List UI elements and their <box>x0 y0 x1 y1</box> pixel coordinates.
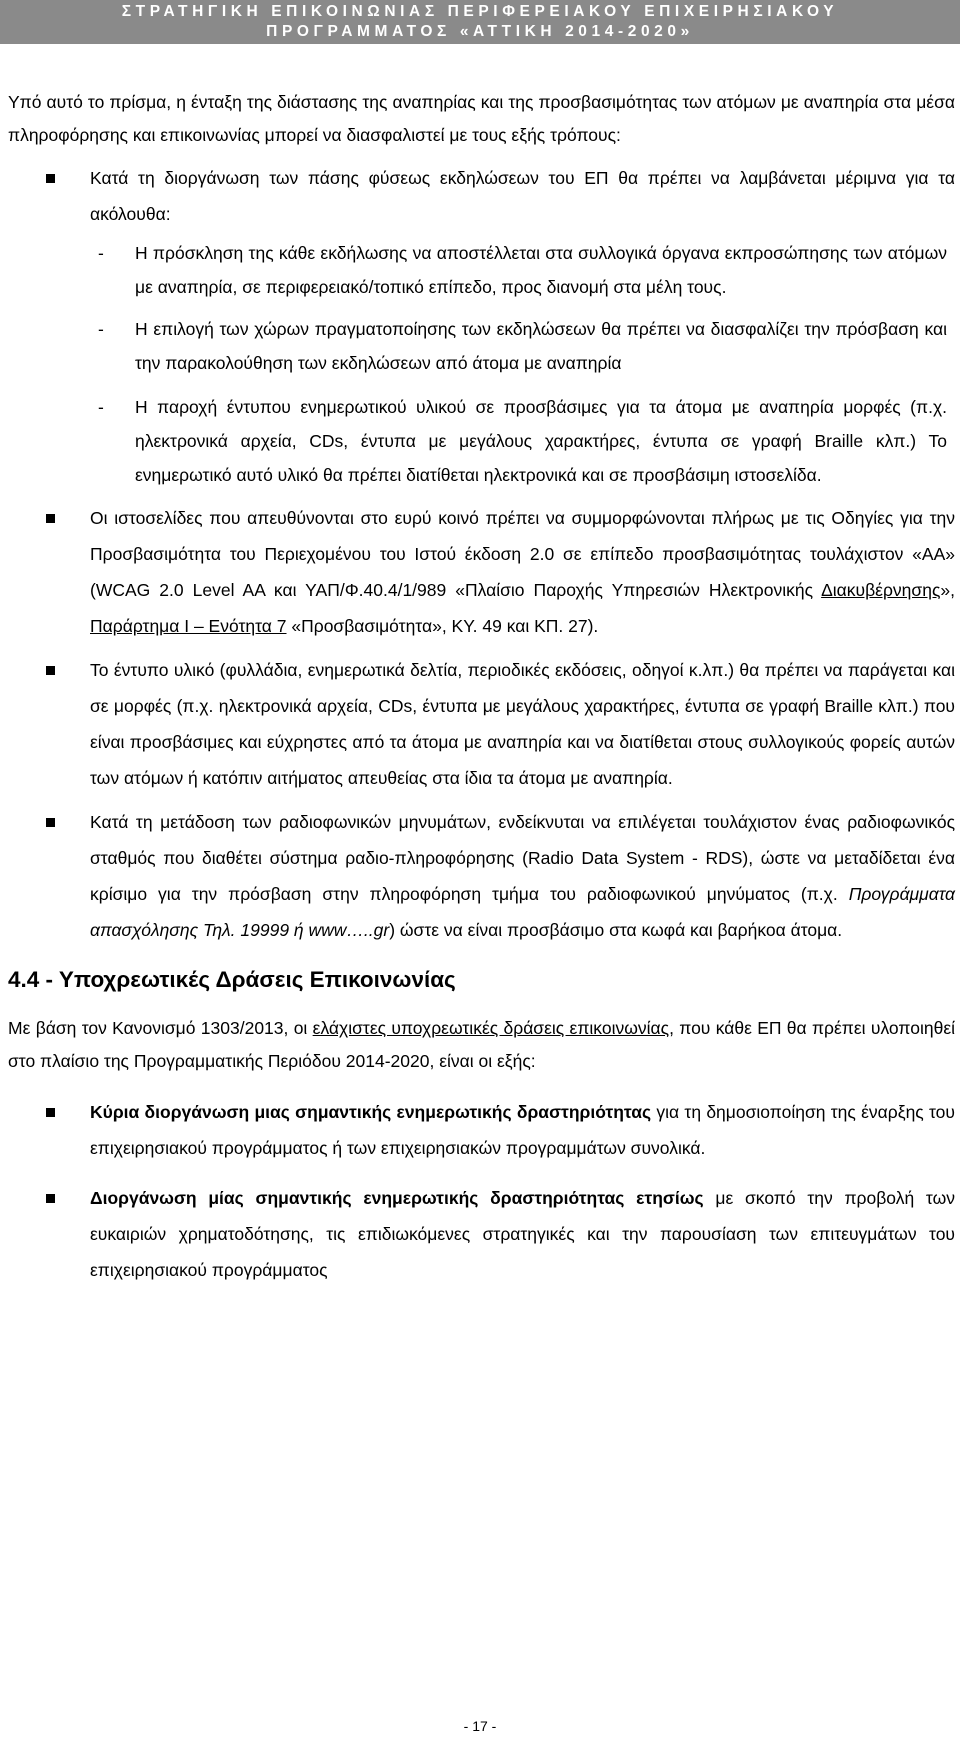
bullet-websites-underlined-word: Διακυβέρνησης <box>821 580 941 600</box>
section-intro-paragraph <box>8 1012 955 1078</box>
bullet-radio <box>8 804 955 948</box>
bullet-websites-underlined-ref: Παράρτημα Ι – Ενότητα 7 <box>90 616 287 636</box>
document-body <box>8 86 955 1288</box>
page-header <box>0 0 960 44</box>
bullet-main-event-text: για τη δημοσιοποίηση της έναρξης του επιχειρησιακού προγράμματος ή των επιχειρησιακών προγραμμάτων συνολικά. <box>90 1102 955 1158</box>
bullet-annual-event <box>8 1180 955 1288</box>
sub-item-invitation <box>8 236 955 304</box>
bullet-radio-text-1: Κατά τη μετάδοση των ραδιοφωνικών μηνυμάτων, ενδείκνυται να επιλέγεται τουλάχιστον ένας ραδιοφωνικός σταθμός που διαθέτει σύστημα ραδιο-πληροφόρησης (Radio Data System - RDS), ώστε να μεταδίδεται ένα κρίσιμο για την πρόσβαση στην πληροφόρηση τμήμα του ραδιοφωνικού μηνύματος (π.χ. <box>90 812 955 904</box>
dash-marker: - <box>98 243 104 263</box>
bullet-radio-italic: Προγράμματα απασχόλησης Τηλ. 19999 ή www…..gr <box>90 884 955 940</box>
section-intro-text-2: , που κάθε ΕΠ θα πρέπει υλοποιηθεί στο πλαίσιο της Προγραμματικής Περιόδου 2014-2020, είναι οι εξής: <box>8 1018 956 1071</box>
section-heading: 4.4 - Υποχρεωτικές Δράσεις Επικοινωνίας <box>8 967 456 992</box>
sub-item-text: Η επιλογή των χώρων πραγματοποίησης των εκδηλώσεων θα πρέπει να διασφαλίζει την πρόσβαση και την παρακολούθηση των εκδηλώσεων από άτομα με αναπηρία <box>135 319 947 373</box>
sub-item-venue <box>8 312 955 380</box>
square-bullet-icon <box>46 174 55 183</box>
bullet-websites-text-2: », <box>940 580 955 600</box>
bullet-main-event-bold: Κύρια διοργάνωση μιας σημαντικής ενημερωτικής δραστηριότητας <box>90 1102 652 1122</box>
intro-paragraph: Υπό αυτό το πρίσμα, η ένταξη της διάστασης της αναπηρίας και της προσβασιμότητας των ατόμων με αναπηρία στα μέσα πληροφόρησης και επικοινωνίας μπορεί να διασφαλιστεί με τους εξής τρόπους: <box>8 92 955 145</box>
page-number: - 17 - <box>463 1718 497 1734</box>
header-line-2: ΠΡΟΓΡΑΜΜΑΤΟΣ «ΑΤΤΙΚΗ 2014-2020» <box>266 23 694 40</box>
section-intro-underlined: ελάχιστες υποχρεωτικές δράσεις επικοινωνίας <box>312 1018 670 1038</box>
bullet-annual-event-bold: Διοργάνωση μίας σημαντικής ενημερωτικής δραστηριότητας ετησίως <box>90 1188 704 1208</box>
square-bullet-icon <box>46 666 55 675</box>
dash-marker: - <box>98 319 104 339</box>
bullet-websites-text-3: «Προσβασιμότητα», ΚΥ. 49 και ΚΠ. 27). <box>286 616 599 636</box>
bullet-websites <box>8 500 955 644</box>
bullet-radio-text-2: ) ώστε να είναι προσβάσιμο στα κωφά και βαρήκοα άτομα. <box>389 920 843 940</box>
sub-item-text: Η παροχή έντυπου ενημερωτικού υλικού σε προσβάσιμες για τα άτομα με αναπηρία μορφές (π.χ. ηλεκτρονικά αρχεία, CDs, έντυπα με μεγάλους χαρακτήρες, έντυπα σε γραφή Braille κλπ.) Το ενημερωτικό αυτό υλικό θα πρέπει διατίθεται ηλεκτρονικά και σε προσβάσιμη ιστοσελίδα. <box>135 397 947 485</box>
square-bullet-icon <box>46 514 55 523</box>
section-intro-text-1: Με βάση τον Κανονισμό 1303/2013, οι <box>8 1018 313 1038</box>
sub-item-text: Η πρόσκληση της κάθε εκδήλωσης να αποστέλλεται στα συλλογικά όργανα εκπροσώπησης των ατόμων με αναπηρία, σε περιφερειακό/τοπικό επίπεδο, προς διανομή στα μέλη τους. <box>135 243 947 297</box>
sub-item-material <box>8 390 955 492</box>
bullet-main-event <box>8 1094 955 1166</box>
square-bullet-icon <box>46 1194 55 1203</box>
header-line-1: ΣΤΡΑΤΗΓΙΚΗ ΕΠΙΚΟΙΝΩΝΙΑΣ ΠΕΡΙΦΕΡΕΙΑΚΟΥ ΕΠΙΧΕΙΡΗΣΙΑΚΟΥ <box>121 3 839 20</box>
bullet-printed-material <box>8 652 955 796</box>
bullet-events-text: Κατά τη διοργάνωση των πάσης φύσεως εκδηλώσεων του ΕΠ θα πρέπει να λαμβάνεται μέριμνα για τα ακόλουθα: <box>90 168 955 224</box>
dash-marker: - <box>98 397 104 417</box>
square-bullet-icon <box>46 1108 55 1117</box>
bullet-websites-text-1: Οι ιστοσελίδες που απευθύνονται στο ευρύ κοινό πρέπει να συμμορφώνονται πλήρως με τις Οδηγίες για την Προσβασιμότητα του Περιεχομένου του Ιστού έκδοση 2.0 σε επίπεδο προσβασιμότητας τουλάχιστον «ΑΑ» (WCAG 2.0 Level AA και ΥΑΠ/Φ.40.4/1/989 «Πλαίσιο Παροχής Υπηρεσιών Ηλεκτρονικής <box>90 508 955 600</box>
bullet-annual-event-text: με σκοπό την προβολή των ευκαιριών χρηματοδότησης, τις επιδιωκόμενες στρατηγικές και την παρουσίαση των επιτευγμάτων του επιχειρησιακού προγράμματος <box>90 1188 955 1280</box>
square-bullet-icon <box>46 818 55 827</box>
bullet-events <box>8 160 955 232</box>
bullet-printed-material-text: Το έντυπο υλικό (φυλλάδια, ενημερωτικά δελτία, περιοδικές εκδόσεις, οδηγοί κ.λπ.) θα πρέπει να παράγεται και σε μορφές (π.χ. ηλεκτρονικά αρχεία, CDs, έντυπα με μεγάλους χαρακτήρες, έντυπα σε γραφή Braille κλπ.) που είναι προσβάσιμες και εύχρηστες από τα άτομα με αναπηρία και να διατίθεται στους συλλογικούς φορείς αυτών των ατόμων ή κατόπιν αιτήματος απευθείας στα ίδια τα άτομα με αναπηρία. <box>90 660 955 788</box>
